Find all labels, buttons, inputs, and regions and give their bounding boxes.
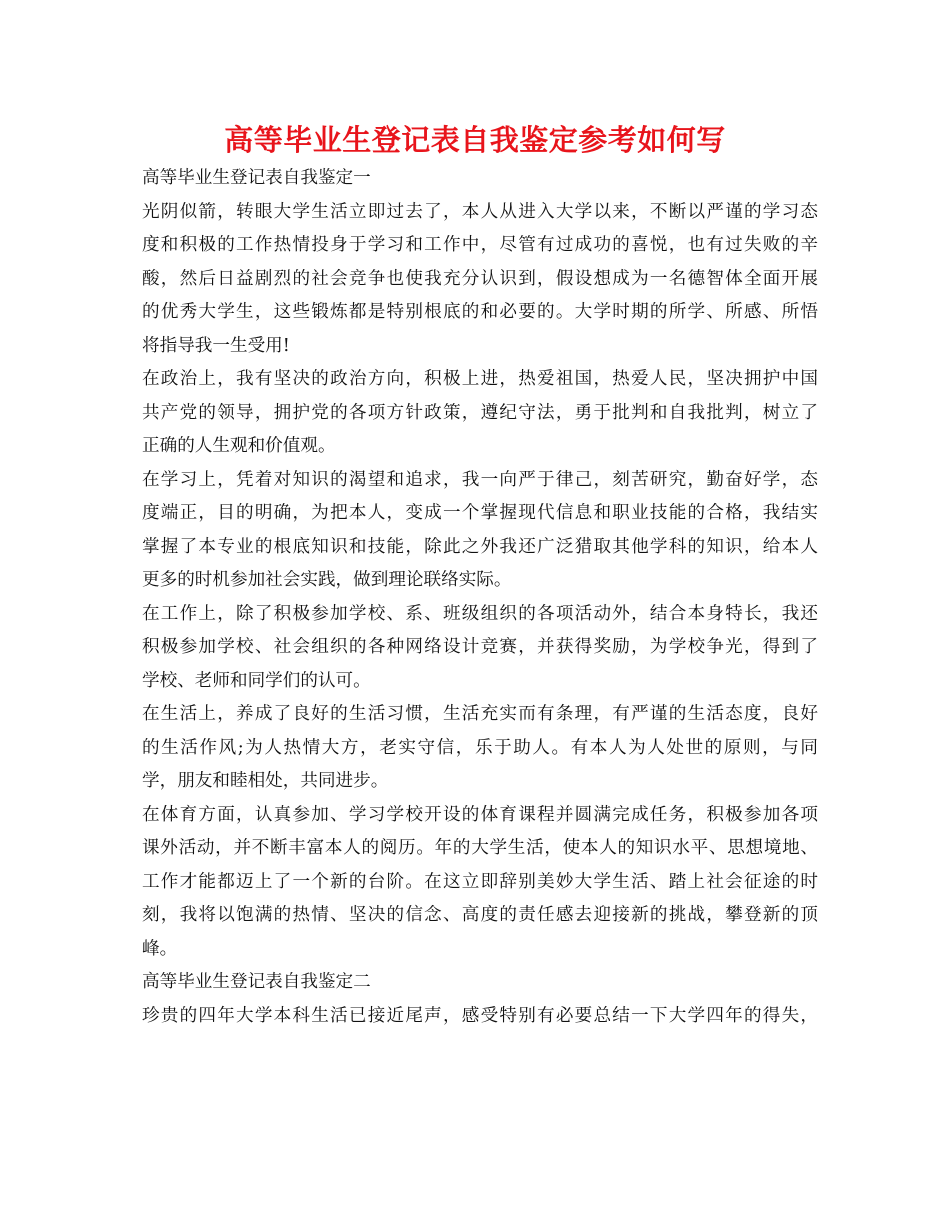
text-line: 共产党的领导，拥护党的各项方针政策，遵纪守法，勇于批判和自我批判，树立了 [142,402,818,423]
text-line: 掌握了本专业的根底知识和技能，除此之外我还广泛猎取其他学科的知识，给本人 [142,536,818,557]
text-line: 珍贵的四年大学本科生活已接近尾声，感受特别有必要总结一下大学四年的得失， [142,1005,818,1026]
text-line: 度和积极的工作热情投身于学习和工作中，尽管有过成功的喜悦，也有过失败的辛 [142,235,818,255]
text-line: 的优秀大学生，这些锻炼都是特别根底的和必要的。大学时期的所学、所感、所悟 [142,302,818,322]
text-line: 峰。 [142,938,178,959]
text-line: 刻，我将以饱满的热情、坚决的信念、高度的责任感去迎接新的挑战，攀登新的顶 [142,905,818,925]
text-line: 高等毕业生登记表自我鉴定二 [142,972,371,992]
text-line: 在体育方面，认真参加、学习学校开设的体育课程并圆满完成任务，积极参加各项 [142,804,818,825]
text-line: 更多的时机参加社会实践，做到理论联络实际。 [142,570,512,590]
text-line: 酸，然后日益剧烈的社会竞争也使我充分认识到，假设想成为一名德智体全面开展 [142,268,818,289]
text-line: 工作才能都迈上了一个新的台阶。在这立即辞别美妙大学生活、踏上社会征途的时 [142,871,818,892]
text-line: 在工作上，除了积极参加学校、系、班级组织的各项活动外，结合本身特长，我还 [142,603,818,624]
text-line: 学校、老师和同学们的认可。 [142,670,371,691]
text-line: 在生活上，养成了良好的生活习惯，生活充实而有条理，有严谨的生活态度，良好 [142,704,818,724]
document-body [142,162,818,1033]
text-line: 积极参加学校、社会组织的各种网络设计竞赛，并获得奖励，为学校争光，得到了 [142,637,818,657]
text-line: 将指导我一生受用! [142,335,290,356]
text-line: 在政治上，我有坚决的政治方向，积极上进，热爱祖国，热爱人民，坚决拥护中国 [142,369,818,389]
text-line: 在学习上，凭着对知识的渴望和追求，我一向严于律己，刻苦研究，勤奋好学，态 [142,469,818,490]
document-title: 高等毕业生登记表自我鉴定参考如何写 [224,123,726,157]
text-line: 学，朋友和睦相处，共同进步。 [142,771,389,791]
text-line: 正确的人生观和价值观。 [142,436,336,456]
text-line: 课外活动，并不断丰富本人的阅历。年的大学生活，使本人的知识水平、思想境地、 [142,838,818,858]
text-line: 光阴似箭，转眼大学生活立即过去了，本人从进入大学以来，不断以严谨的学习态 [142,201,818,222]
text-line: 高等毕业生登记表自我鉴定一 [142,168,371,188]
text-line: 度端正，目的明确，为把本人，变成一个掌握现代信息和职业技能的合格，我结实 [142,503,818,523]
text-line: 的生活作风;为人热情大方，老实守信，乐于助人。有本人为人处世的原则，与同 [142,737,818,758]
